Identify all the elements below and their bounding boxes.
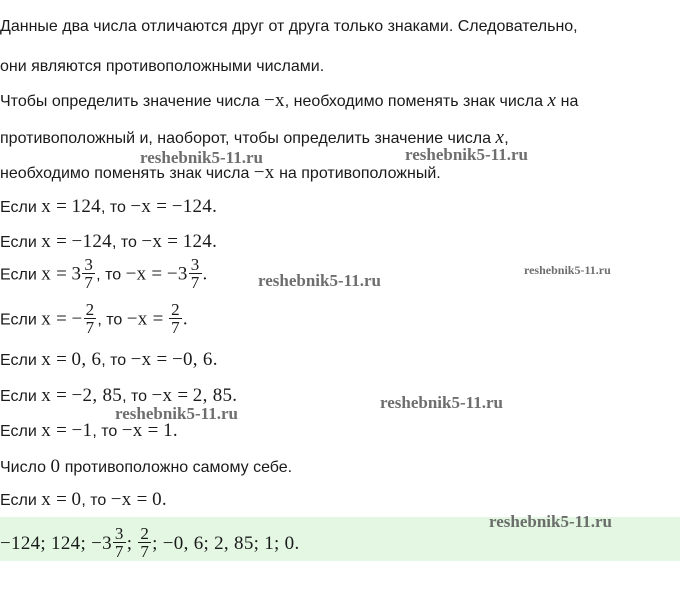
example-row: Если x = 0, 6, то −x = −0, 6.: [0, 349, 218, 370]
paragraph-line-4: противоположный и, наоборот, чтобы определить значение числа x,: [0, 127, 509, 148]
fraction: $\frac{3}{7}$: [114, 524, 124, 561]
math-neg-x: −x: [253, 162, 275, 183]
math-x: x: [547, 90, 557, 111]
example-row: Если x = − $\frac{2}{7}$ , то −x = $\frac{2}{7}$ .: [0, 300, 188, 337]
answer-text: −124; 124; −3 $\frac{3}{7}$ ; $\frac{2}{7}$ ; −0, 6; 2, 85; 1; 0.: [0, 524, 300, 561]
example-row: Если x = −1, то −x = 1.: [0, 420, 178, 441]
math-x: x: [495, 127, 505, 148]
example-row: Если x = 3 $\frac{3}{7}$ , то −x = −3 $\frac{3}{7}$ .: [0, 255, 208, 292]
paragraph-line-1: Данные два числа отличаются друг от друга только знаками. Следовательно,: [0, 18, 578, 35]
watermark: reshebnik5-11.ru: [115, 404, 238, 423]
example-row: Если x = 124, то −x = −124.: [0, 196, 218, 217]
watermark: reshebnik5-11.ru: [489, 512, 612, 531]
fraction: $\frac{3}{7}$: [190, 255, 200, 292]
example-row: Если x = −2, 85, то −x = 2, 85.: [0, 385, 238, 406]
math-neg-x: −x: [263, 90, 285, 111]
watermark: reshebnik5-11.ru: [140, 148, 263, 167]
watermark: reshebnik5-11.ru: [405, 145, 528, 164]
watermark: reshebnik5-11.ru: [258, 271, 381, 290]
paragraph-line-2: они являются противоположными числами.: [0, 58, 325, 75]
fraction: $\frac{2}{7}$: [85, 300, 95, 337]
paragraph-line-5: необходимо поменять знак числа −x на противоположный.: [0, 162, 441, 183]
example-row: Если x = 0, то −x = 0.: [0, 489, 167, 510]
fraction: $\frac{2}{7}$: [171, 300, 180, 337]
paragraph-line-3: Чтобы определить значение числа −x, необходимо поменять знак числа x на: [0, 90, 579, 111]
fraction: $\frac{2}{7}$: [140, 524, 150, 561]
example-row: Если x = −124, то −x = 124.: [0, 231, 218, 252]
watermark: reshebnik5-11.ru: [524, 263, 611, 277]
zero-note: Число 0 противоположно самому себе.: [0, 456, 293, 477]
fraction: $\frac{3}{7}$: [84, 255, 94, 292]
watermark: reshebnik5-11.ru: [380, 393, 503, 412]
